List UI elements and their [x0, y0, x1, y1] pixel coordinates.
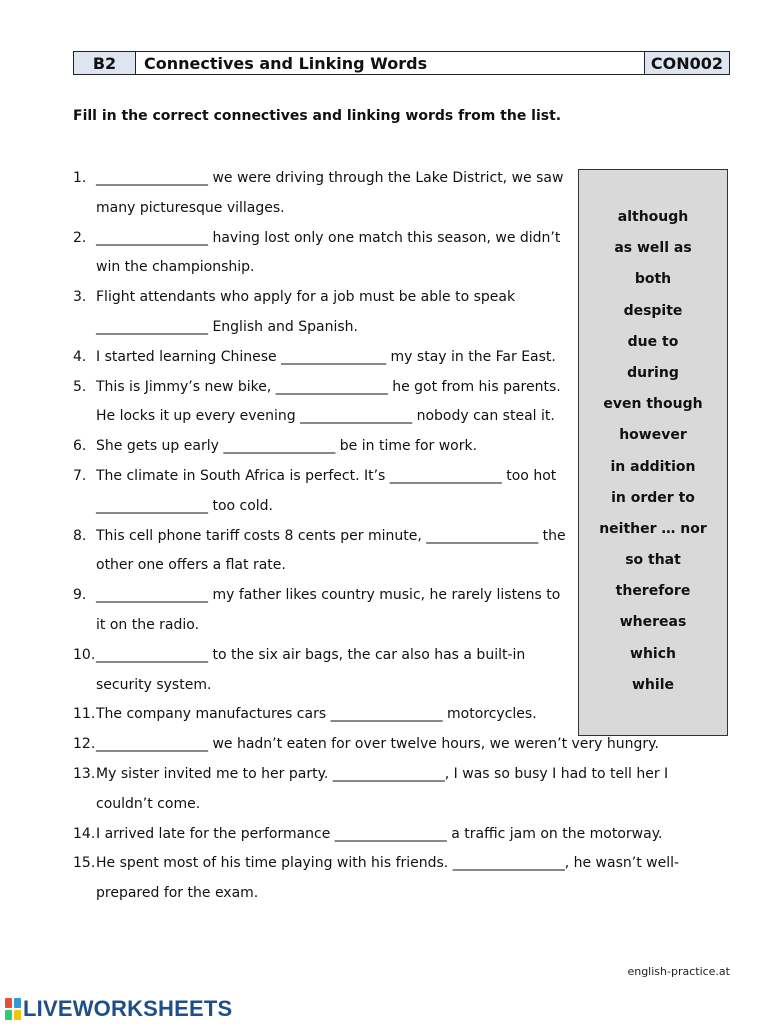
word-list-item: therefore	[615, 583, 691, 600]
word-list-item: despite	[623, 302, 683, 319]
question-text: This cell phone tariff costs 8 cents per minute, ________________ the other one offers a flat rate.	[96, 527, 566, 574]
question-number: 3.	[73, 289, 87, 306]
question-text: He spent most of his time playing with his friends. ________________, he wasn’t well-prepared for the exam.	[96, 855, 680, 902]
question-number: 11.	[73, 706, 96, 723]
question-text: This is Jimmy’s new bike, ________________ he got from his parents. He locks it up every evening ________________ nobody can steal it.	[96, 378, 561, 425]
question-text: ________________ having lost only one match this season, we didn’t win the championship.	[96, 229, 561, 276]
word-list-item: so that	[625, 552, 681, 569]
question-text: ________________ we hadn’t eaten for over twelve hours, we weren’t very hungry.	[96, 736, 659, 753]
question-number: 14.	[73, 825, 96, 842]
worksheet-code: CON002	[645, 52, 729, 74]
level-label: B2	[74, 52, 136, 74]
word-list-box	[578, 169, 728, 736]
word-list-item: even though	[603, 396, 703, 413]
word-list-item: while	[632, 676, 674, 693]
question-number: 9.	[73, 587, 87, 604]
question-number: 2.	[73, 229, 87, 246]
question-number: 12.	[73, 736, 96, 753]
question-number: 15.	[73, 855, 96, 872]
question-text: I started learning Chinese _______________ my stay in the Far East.	[96, 348, 556, 365]
question-number: 1.	[73, 170, 87, 186]
question-number: 13.	[73, 765, 96, 782]
question-text: ________________ to the six air bags, the car also has a built-in security system.	[96, 646, 526, 693]
question-item	[73, 849, 711, 909]
question-text: My sister invited me to her party. ________________, I was so busy I had to tell her I couldn’t come.	[96, 765, 669, 812]
question-text: She gets up early ________________ be in time for work.	[96, 438, 478, 455]
word-list-item: both	[634, 271, 672, 288]
word-list-item: neither … nor	[599, 520, 707, 537]
question-text: Flight attendants who apply for a job must be able to speak ________________ English and Spanish.	[96, 289, 516, 335]
question-text: I arrived late for the performance ________________ a traffic jam on the motorway.	[96, 825, 663, 842]
question-number: 5.	[73, 378, 87, 395]
word-list-item: although	[617, 209, 689, 225]
question-text: The climate in South Africa is perfect. It’s ________________ too hot ________________ too cold.	[96, 467, 557, 514]
word-list-item: in order to	[611, 489, 695, 506]
word-list-item: whereas	[619, 614, 687, 631]
question-number: 8.	[73, 527, 87, 544]
liveworksheets-logo-icon	[5, 998, 21, 1020]
word-list-item: as well as	[614, 240, 692, 257]
question-item	[73, 820, 711, 850]
word-list-item: in addition	[610, 458, 696, 475]
question-number: 6.	[73, 438, 87, 455]
word-list-item: however	[619, 427, 687, 444]
source-site: english-practice.at	[627, 965, 730, 978]
word-list-item: due to	[627, 333, 679, 350]
question-number: 4.	[73, 348, 87, 365]
instruction-text: Fill in the correct connectives and linking words from the list.	[73, 108, 562, 124]
word-list-item: which	[630, 645, 676, 662]
worksheet-title: Connectives and Linking Words	[136, 52, 645, 74]
word-list-item: during	[627, 364, 679, 381]
question-item	[73, 760, 711, 820]
question-text: ________________ my father likes country music, he rarely listens to it on the radio.	[96, 587, 561, 633]
question-number: 10.	[73, 646, 96, 663]
liveworksheets-brand	[5, 996, 232, 1022]
question-text: ________________ we were driving through the Lake District, we saw many picturesque villages.	[96, 170, 564, 216]
question-text: The company manufactures cars ________________ motorcycles.	[96, 706, 537, 723]
question-number: 7.	[73, 467, 87, 484]
worksheet-header	[73, 51, 730, 75]
brand-name: LIVEWORKSHEETS	[23, 996, 233, 1021]
